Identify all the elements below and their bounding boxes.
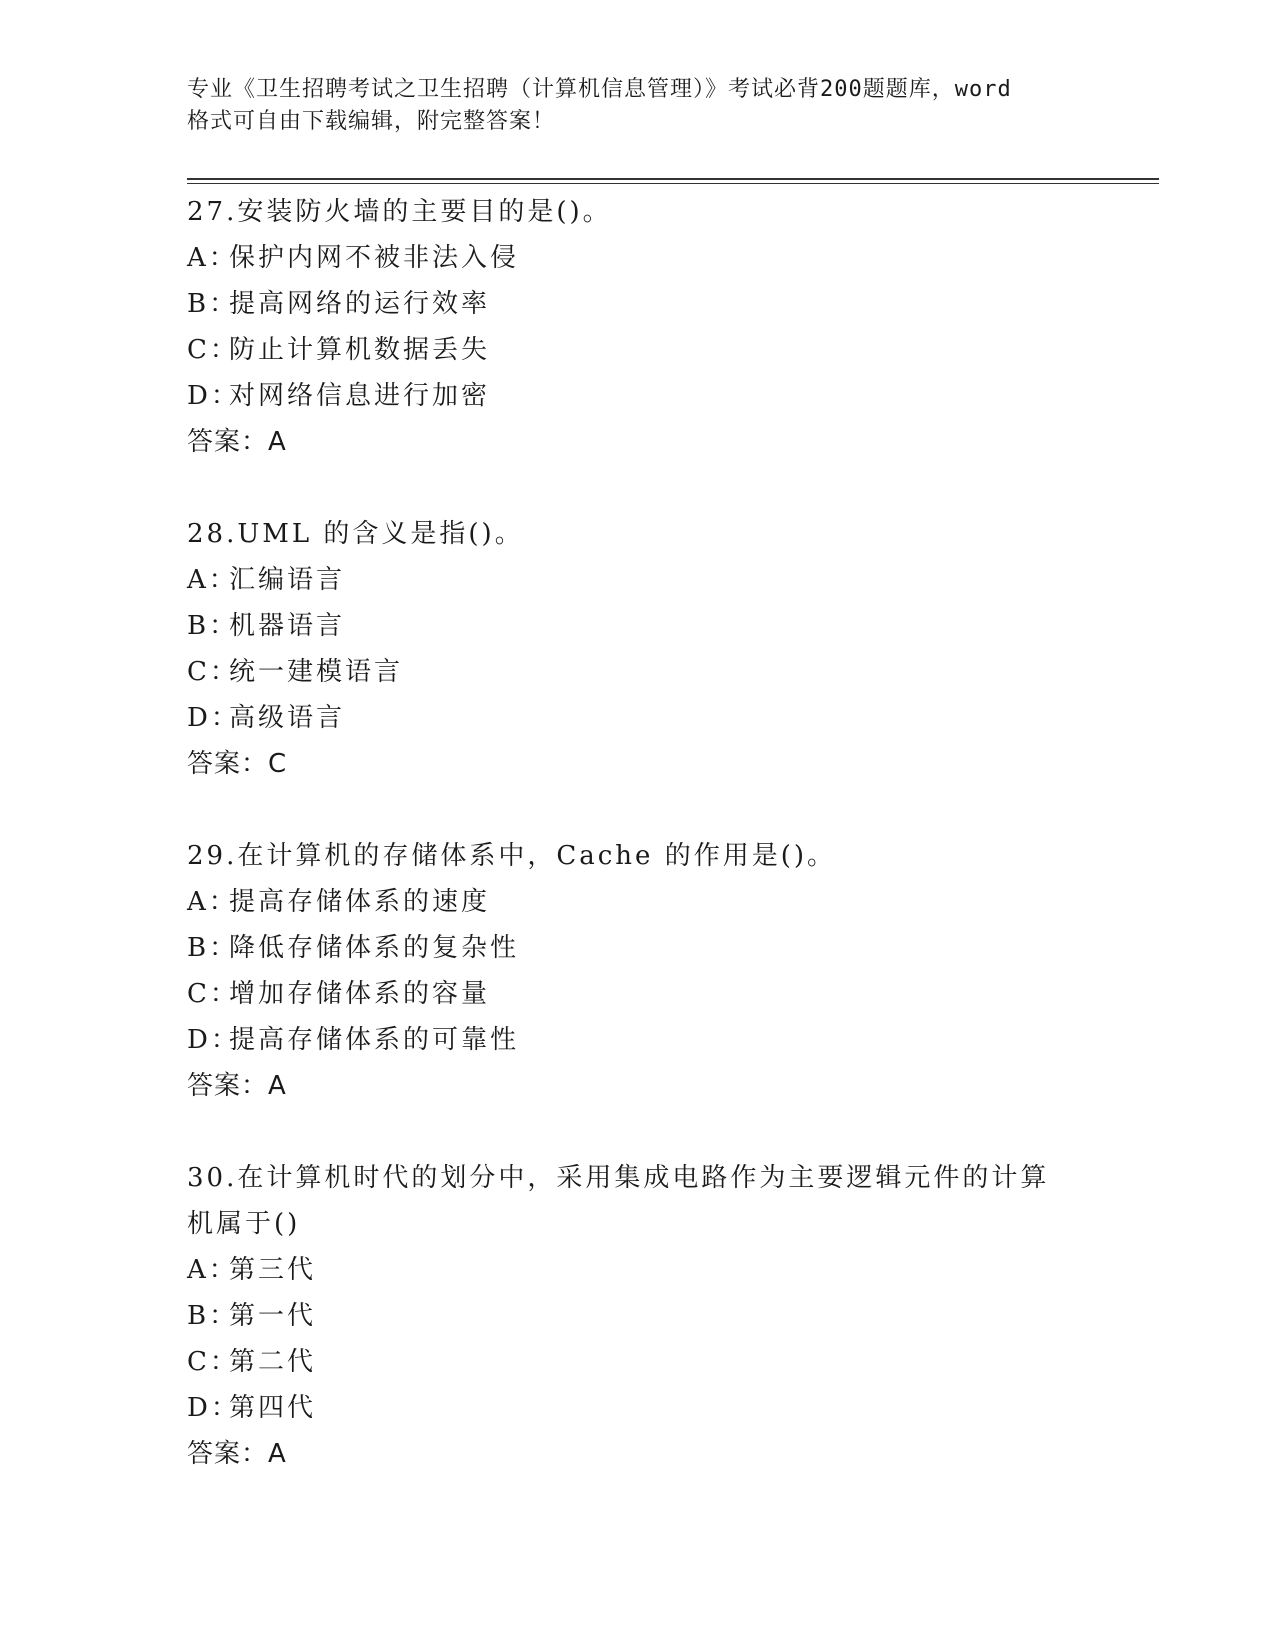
option-key: D： xyxy=(187,703,240,733)
option-text: 高级语言 xyxy=(229,703,346,733)
header-divider-thick xyxy=(187,178,1159,180)
question-29 xyxy=(187,833,1087,1109)
option-key: B： xyxy=(187,611,239,641)
option-key: C： xyxy=(187,1347,239,1377)
option-b xyxy=(187,281,1087,327)
option-b xyxy=(187,603,1087,649)
question-stem: 27.安装防火墙的主要目的是()。 xyxy=(187,197,612,227)
option-text: 第一代 xyxy=(229,1301,317,1331)
option-key: C： xyxy=(187,335,239,365)
answer-line: 答案：A xyxy=(187,1439,287,1469)
header-line-1: 专业《卫生招聘考试之卫生招聘（计算机信息管理）》考试必背200题题库，word xyxy=(187,77,1012,102)
option-c xyxy=(187,971,1087,1017)
option-c xyxy=(187,649,1087,695)
option-key: D： xyxy=(187,381,240,411)
option-key: B： xyxy=(187,289,239,319)
option-text: 提高网络的运行效率 xyxy=(229,289,491,319)
option-text: 第四代 xyxy=(229,1393,317,1423)
option-text: 统一建模语言 xyxy=(229,657,404,687)
question-stem: 29.在计算机的存储体系中，Cache 的作用是()。 xyxy=(187,841,836,871)
answer-line: 答案：A xyxy=(187,427,287,457)
option-a xyxy=(187,1247,1087,1293)
option-b xyxy=(187,1293,1087,1339)
option-d xyxy=(187,1385,1087,1431)
option-d xyxy=(187,695,1087,741)
option-a xyxy=(187,879,1087,925)
option-text: 第二代 xyxy=(229,1347,317,1377)
option-text: 汇编语言 xyxy=(229,565,346,595)
option-text: 保护内网不被非法入侵 xyxy=(229,243,520,273)
option-text: 降低存储体系的复杂性 xyxy=(229,933,520,963)
option-d xyxy=(187,373,1087,419)
option-key: B： xyxy=(187,933,239,963)
option-key: A： xyxy=(187,1255,238,1285)
option-d xyxy=(187,1017,1087,1063)
question-list xyxy=(187,189,1087,1523)
option-text: 机器语言 xyxy=(229,611,346,641)
option-key: A： xyxy=(187,565,238,595)
option-key: B： xyxy=(187,1301,239,1331)
question-stem: 28.UML 的含义是指()。 xyxy=(187,519,524,549)
header-line-2: 格式可自由下载编辑，附完整答案！ xyxy=(187,109,556,134)
option-key: C： xyxy=(187,657,239,687)
question-28 xyxy=(187,511,1087,787)
option-key: C： xyxy=(187,979,239,1009)
option-c xyxy=(187,1339,1087,1385)
question-stem: 30.在计算机时代的划分中，采用集成电路作为主要逻辑元件的计算机属于() xyxy=(187,1163,1050,1239)
option-text: 提高存储体系的可靠性 xyxy=(229,1025,520,1055)
option-a xyxy=(187,557,1087,603)
option-text: 增加存储体系的容量 xyxy=(229,979,491,1009)
question-27 xyxy=(187,189,1087,465)
header-divider-thin xyxy=(187,183,1159,184)
question-30 xyxy=(187,1155,1087,1477)
option-text: 对网络信息进行加密 xyxy=(229,381,491,411)
answer-line: 答案：C xyxy=(187,749,288,779)
option-key: A： xyxy=(187,887,238,917)
option-text: 提高存储体系的速度 xyxy=(229,887,491,917)
option-c xyxy=(187,327,1087,373)
option-key: A： xyxy=(187,243,238,273)
option-key: D： xyxy=(187,1393,240,1423)
answer-line: 答案：A xyxy=(187,1071,287,1101)
option-text: 防止计算机数据丢失 xyxy=(229,335,491,365)
option-text: 第三代 xyxy=(229,1255,317,1285)
document-header xyxy=(187,74,1087,138)
option-b xyxy=(187,925,1087,971)
option-key: D： xyxy=(187,1025,240,1055)
option-a xyxy=(187,235,1087,281)
